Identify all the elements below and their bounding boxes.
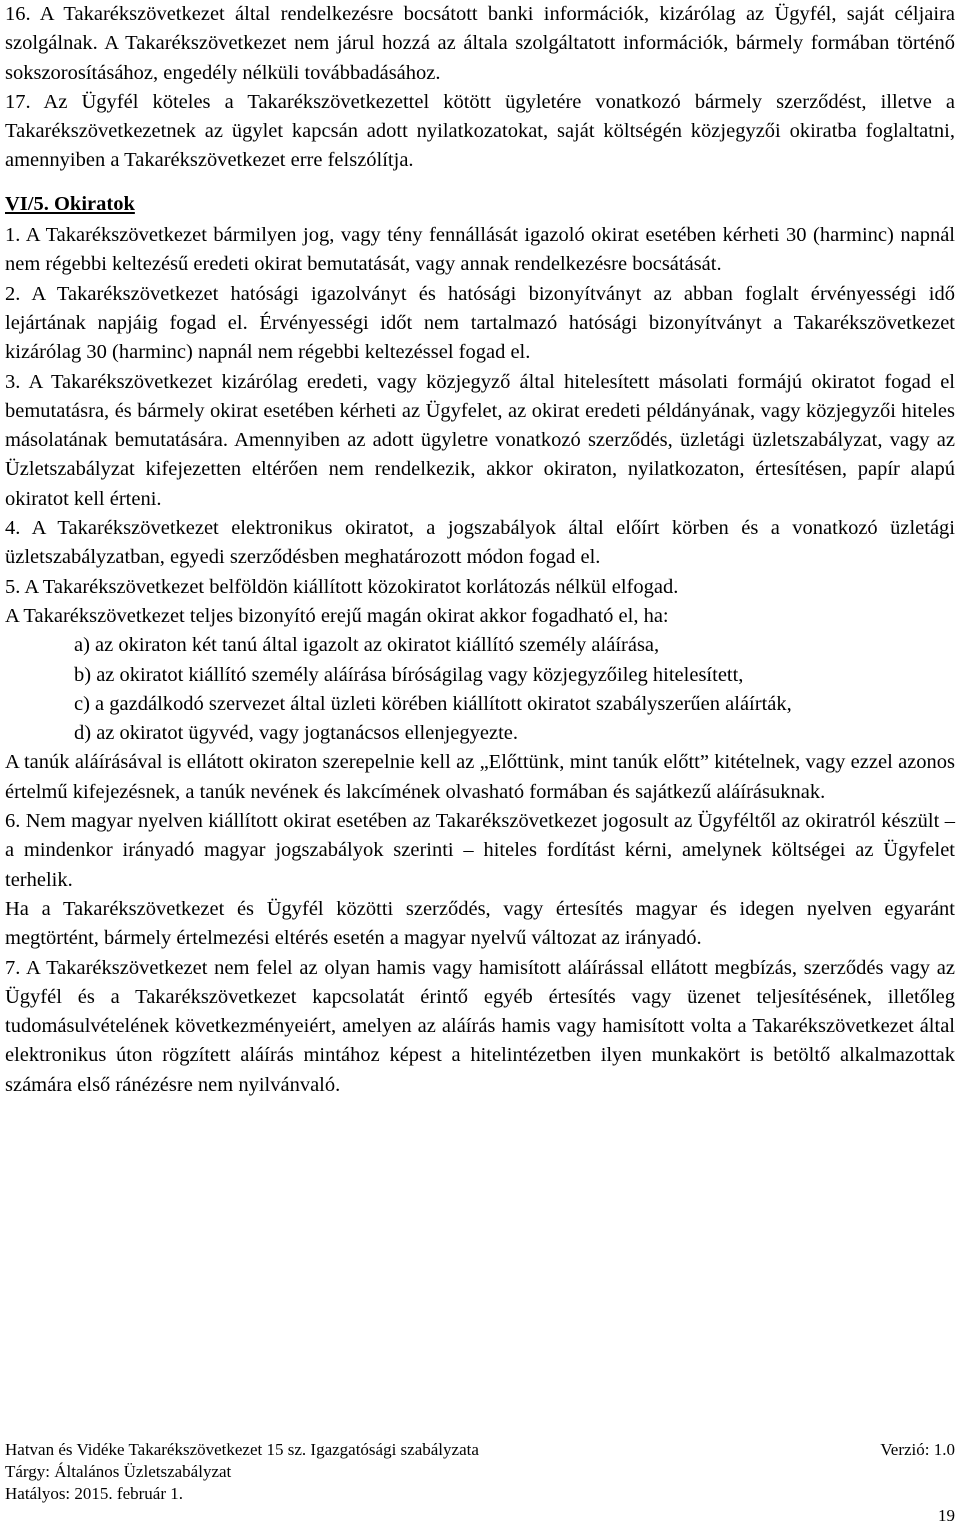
- paragraph-language: Ha a Takarékszövetkezet és Ügyfél közötti szerződés, vagy értesítés magyar és idegen nyelven egyaránt megtörtént, bármely értelmezési eltérés esetén a magyar nyelvű változat az irányadó.: [5, 897, 955, 950]
- footer-effective: Hatályos: 2015. február 1.: [5, 1484, 183, 1503]
- paragraph-private-deed: A Takarékszövetkezet teljes bizonyító erejű magán okirat akkor fogadható el, ha:: [5, 604, 669, 627]
- paragraph-16: 16. A Takarékszövetkezet által rendelkezésre bocsátott banki információk, kizárólag az Ügyfél, saját céljaira szolgálnak. A Takarékszövetkezet nem járul hozzá az általa szolgáltatott információk, bármely formában történő sokszorosításához, engedély nélküli továbbadásához.: [5, 3, 955, 84]
- document-body: [5, 0, 955, 1100]
- footer-org: Hatvan és Vidéke Takarékszövetkezet 15 sz. Igazgatósági szabályzata: [5, 1440, 479, 1459]
- list-item-b: b) az okiratot kiállító személy aláírása bíróságilag vagy közjegyzőileg hitelesített,: [74, 663, 744, 686]
- paragraph-2: 2. A Takarékszövetkezet hatósági igazolványt és hatósági bizonyítványt az abban foglalt érvényességi idő lejártának napjáig fogad el. Érvényességi időt nem tartalmazó hatósági bizonyítványt a Takarékszövetkezet kizárólag 30 (harminc) napnál nem régebbi keltezéssel fogad el.: [5, 282, 955, 364]
- paragraph-5: 5. A Takarékszövetkezet belföldön kiállított közokiratot korlátozás nélkül elfogad.: [5, 575, 679, 598]
- list-item-d: d) az okiratot ügyvéd, vagy jogtanácsos ellenjegyezte.: [74, 722, 519, 745]
- paragraph-1: 1. A Takarékszövetkezet bármilyen jog, vagy tény fennállását igazoló okirat esetében kérheti 30 (harminc) napnál nem régebbi keltezésű eredeti okirat bemutatását, vagy annak rendelkezésre bocsátását.: [5, 224, 955, 276]
- paragraph-3: 3. A Takarékszövetkezet kizárólag eredeti, vagy közjegyző által hitelesített másolati formájú okiratot fogad el bemutatásra, és bármely okirat esetében kérheti az Ügyfelet, az okirat eredeti példányának, vagy közjegyzői hiteles másolatának bemutatására. Amennyiben az adott ügyletre vonatkozó szerződés, üzletági üzletszabályzat, vagy az Üzletszabályzat kifejezetten eltérően nem rendelkezik, akkor okiraton, nyilatkozaton, értesítésen, papír alapú okiratot kell érteni.: [5, 370, 955, 510]
- paragraph-witness: A tanúk aláírásával is ellátott okiraton szerepelnie kell az „Előttünk, mint tanúk előtt” kitételnek, vagy ezzel azonos értelmű kifejezésnek, a tanúk nevének és lakcímének olvasható formában és sajátkezű aláírásuknak.: [5, 751, 955, 803]
- page-number: 19: [938, 1506, 955, 1525]
- page-footer: [5, 1439, 955, 1505]
- list-item-a: a) az okiraton két tanú által igazolt az okiratot kiállító személy aláírása,: [74, 634, 660, 657]
- footer-subject: Tárgy: Általános Üzletszabályzat: [5, 1462, 232, 1481]
- footer-version: Verzió: 1.0: [880, 1440, 955, 1459]
- paragraph-6: 6. Nem magyar nyelven kiállított okirat esetében az Takarékszövetkezet jogosult az Ügyféltől az okiratról készült – a mindenkor irányadó magyar jogszabályok szerinti – hiteles fordítást kérni, amelynek költségei az Ügyfelet terhelik.: [5, 810, 955, 891]
- paragraph-17: 17. Az Ügyfél köteles a Takarékszövetkezettel kötött ügyletére vonatkozó bármely szerződést, illetve a Takarékszövetkezetnek az ügylet kapcsán adott nyilatkozatokat, saját költségén közjegyzői okiratba foglaltatni, amennyiben a Takarékszövetkezet erre felszólítja.: [5, 90, 955, 172]
- paragraph-7: 7. A Takarékszövetkezet nem felel az olyan hamis vagy hamisított aláírással ellátott megbízás, szerződés vagy az Ügyfél és a Takarékszövetkezet kapcsolatát érintő egyéb értesítés vagy üzenet teljesítésének, illetőleg tudomásulvételének következményeiért, amelyen az aláírás hamis vagy hamisított volta a Takarékszövetkezet által elektronikus úton rögzített aláírás mintához képest a hitelintézetben ilyen munkakört is betöltő alkalmazottak számára első ránézésre nem nyilvánvaló.: [5, 956, 955, 1096]
- paragraph-4: 4. A Takarékszövetkezet elektronikus okiratot, a jogszabályok által előírt körben és a vonatkozó üzletági üzletszabályzatban, egyedi szerződésben meghatározott módon fogad el.: [5, 517, 955, 569]
- section-heading: VI/5. Okiratok: [5, 192, 135, 215]
- list-item-c: c) a gazdálkodó szervezet által üzleti körében kiállított okiratot szabályszerűen aláírták,: [74, 692, 792, 715]
